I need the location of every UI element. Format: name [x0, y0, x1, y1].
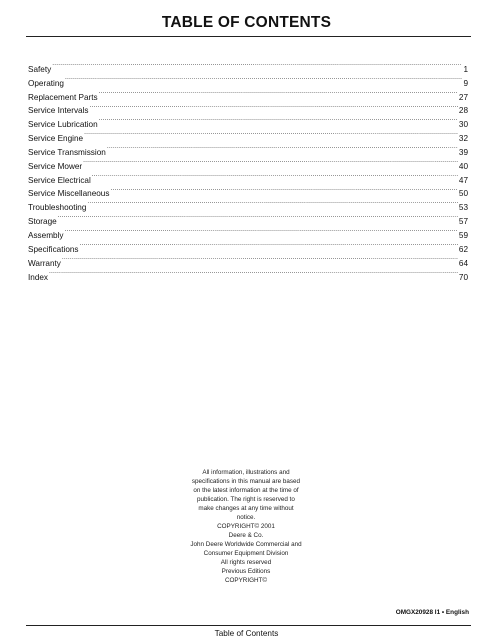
table-of-contents — [28, 58, 468, 280]
toc-entry-operating[interactable] — [28, 72, 468, 86]
document-id: OMGX20928 I1 • English — [395, 609, 469, 616]
dot-leader — [84, 127, 458, 141]
toc-entry-page: 53 — [458, 203, 468, 213]
toc-entry-troubleshooting[interactable] — [28, 196, 468, 213]
toc-entry-page: 64 — [458, 258, 468, 268]
toc-entry-page: 9 — [463, 78, 468, 88]
toc-entry-page: 40 — [458, 161, 468, 171]
footer-divider — [26, 625, 471, 626]
dot-leader — [110, 183, 457, 197]
notice-line: All information, illustrations and — [202, 469, 290, 476]
toc-entry-label: Storage — [28, 217, 57, 227]
toc-entry-page: 62 — [458, 244, 468, 254]
toc-entry-label: Operating — [28, 78, 64, 88]
dot-leader — [65, 72, 462, 86]
toc-entry-page: 57 — [458, 217, 468, 227]
toc-entry-service-electrical[interactable] — [28, 169, 468, 183]
toc-entry-label: Safety — [28, 64, 52, 74]
dot-leader — [87, 196, 457, 210]
toc-entry-service-mower[interactable] — [28, 155, 468, 169]
dot-leader — [62, 252, 458, 266]
dot-leader — [65, 224, 458, 238]
toc-entry-label: Replacement Parts — [28, 92, 98, 102]
dot-leader — [83, 155, 458, 169]
toc-entry-label: Service Engine — [28, 134, 84, 144]
toc-entry-page: 32 — [458, 134, 468, 144]
notice-line: Previous Editions — [221, 568, 271, 575]
toc-entry-page: 1 — [463, 64, 468, 74]
toc-entry-page: 70 — [458, 272, 468, 282]
notice-line: Consumer Equipment Division — [203, 550, 289, 557]
footer-title: Table of Contents — [214, 629, 279, 638]
notice-line: Deere & Co. — [228, 532, 264, 539]
notice-line: on the latest information at the time of — [193, 487, 299, 494]
toc-entry-page: 59 — [458, 230, 468, 240]
toc-entry-label: Service Electrical — [28, 175, 91, 185]
notice-line: notice. — [236, 514, 256, 521]
dot-leader — [90, 100, 458, 114]
toc-entry-page: 28 — [458, 106, 468, 116]
page-title: TABLE OF CONTENTS — [161, 14, 332, 31]
toc-entry-label: Specifications — [28, 244, 79, 254]
title-divider — [26, 36, 471, 37]
toc-entry-label: Assembly — [28, 230, 64, 240]
dot-leader — [49, 266, 458, 280]
toc-entry-page: 27 — [458, 92, 468, 102]
dot-leader — [80, 238, 458, 252]
toc-entry-service-transmission[interactable] — [28, 141, 468, 155]
toc-entry-service-miscellaneous[interactable] — [28, 183, 468, 197]
copyright-notice — [146, 468, 346, 585]
notice-line: John Deere Worldwide Commercial and — [190, 541, 302, 548]
toc-entry-storage[interactable] — [28, 210, 468, 227]
toc-entry-label: Service Lubrication — [28, 120, 98, 130]
toc-entry-replacement-parts[interactable] — [28, 86, 468, 100]
toc-entry-page: 30 — [458, 120, 468, 130]
notice-line: COPYRIGHT© 2001 — [217, 523, 275, 530]
toc-entry-service-intervals[interactable] — [28, 100, 468, 114]
dot-leader — [99, 86, 458, 100]
toc-entry-assembly[interactable] — [28, 224, 468, 238]
dot-leader — [107, 141, 458, 155]
toc-entry-page: 39 — [458, 147, 468, 157]
toc-entry-specifications[interactable] — [28, 238, 468, 252]
toc-entry-page: 47 — [458, 175, 468, 185]
toc-entry-label: Service Transmission — [28, 147, 106, 157]
toc-entry-page: 50 — [458, 189, 468, 199]
dot-leader — [92, 169, 458, 183]
toc-entry-label: Troubleshooting — [28, 203, 87, 213]
notice-line: COPYRIGHT© — [224, 577, 268, 584]
toc-entry-service-engine[interactable] — [28, 127, 468, 144]
toc-entry-warranty[interactable] — [28, 252, 468, 266]
toc-entry-label: Warranty — [28, 258, 61, 268]
toc-entry-label: Service Intervals — [28, 106, 89, 116]
notice-line: All rights reserved — [220, 559, 272, 566]
dot-leader — [99, 113, 458, 127]
toc-entry-label: Service Miscellaneous — [28, 189, 110, 199]
notice-line: publication. The right is reserved to — [197, 496, 295, 503]
dot-leader — [58, 210, 458, 224]
dot-leader — [52, 58, 462, 72]
toc-entry-label: Service Mower — [28, 161, 83, 171]
toc-entry-index[interactable] — [28, 266, 468, 280]
notice-line: make changes at any time without — [198, 505, 294, 512]
notice-line: specifications in this manual are based — [191, 478, 301, 485]
toc-entry-safety[interactable] — [28, 58, 468, 72]
toc-entry-service-lubrication[interactable] — [28, 113, 468, 130]
toc-entry-label: Index — [28, 272, 49, 282]
